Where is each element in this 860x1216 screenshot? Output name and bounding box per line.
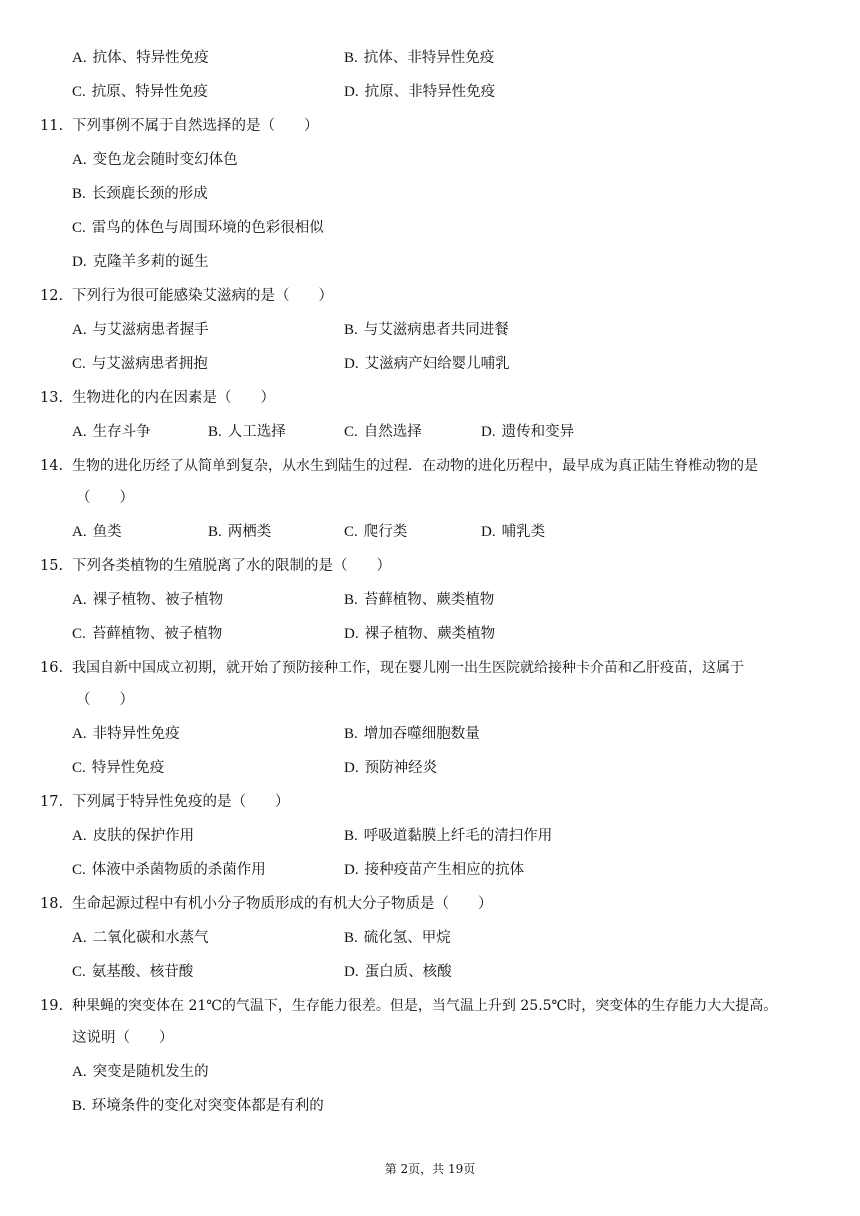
q16-option-c: C. 特异性免疫 xyxy=(72,760,165,776)
q17-option-a: A. 皮肤的保护作用 xyxy=(72,828,195,844)
question-17-stem: 17. 下列属于特异性免疫的是（ ） xyxy=(40,794,290,810)
q16-option-a: A. 非特异性免疫 xyxy=(72,726,180,742)
q15-option-d: D. 裸子植物、蕨类植物 xyxy=(344,626,496,642)
q12-option-a: A. 与艾滋病患者握手 xyxy=(72,322,209,338)
q13-option-d: D. 遗传和变异 xyxy=(481,424,575,440)
q14-option-a: A. 鱼类 xyxy=(72,524,122,540)
q12-option-c: C. 与艾滋病患者拥抱 xyxy=(72,356,208,372)
q13-option-b: B. 人工选择 xyxy=(208,424,286,440)
q18-option-d: D. 蛋白质、核酸 xyxy=(344,964,452,980)
question-11-stem: 11. 下列事例不属于自然选择的是（ ） xyxy=(40,118,319,134)
q16-option-d: D. 预防神经炎 xyxy=(344,760,438,776)
q12-option-d: D. 艾滋病产妇给婴儿哺乳 xyxy=(344,356,510,372)
q10-option-d: D. 抗原、非特异性免疫 xyxy=(344,84,496,100)
q11-option-c: C. 雷鸟的体色与周围环境的色彩很相似 xyxy=(72,220,324,236)
q14-option-d: D. 哺乳类 xyxy=(481,524,546,540)
question-19-stem-continued: 这说明（ ） xyxy=(72,1030,174,1046)
question-12-stem: 12. 下列行为很可能感染艾滋病的是（ ） xyxy=(40,288,333,304)
question-13-stem: 13. 生物进化的内在因素是（ ） xyxy=(40,390,275,406)
question-16-stem-continued: （ ） xyxy=(76,692,134,708)
q17-option-c: C. 体液中杀菌物质的杀菌作用 xyxy=(72,862,266,878)
question-14-stem-continued: （ ） xyxy=(76,490,134,506)
q17-option-d: D. 接种疫苗产生相应的抗体 xyxy=(344,862,525,878)
q14-option-b: B. 两栖类 xyxy=(208,524,272,540)
q10-option-c: C. 抗原、特异性免疫 xyxy=(72,84,208,100)
question-14-stem: 14. 生物的进化历经了从简单到复杂，从水生到陆生的过程．在动物的进化历程中，最早成为真正陆生脊椎动物的是 xyxy=(40,458,758,474)
q18-option-b: B. 硫化氢、甲烷 xyxy=(344,930,451,946)
q11-option-d: D. 克隆羊多莉的诞生 xyxy=(72,254,209,270)
q15-option-a: A. 裸子植物、被子植物 xyxy=(72,592,224,608)
question-19-stem: 19. 种果蝇的突变体在 21℃的气温下，生存能力很差。但是，当气温上升到 25.5℃时，突变体的生存能力大大提高。 xyxy=(40,998,778,1014)
q18-option-c: C. 氨基酸、核苷酸 xyxy=(72,964,194,980)
q19-option-b: B. 环境条件的变化对突变体都是有利的 xyxy=(72,1098,324,1114)
question-16-stem: 16. 我国自新中国成立初期，就开始了预防接种工作，现在婴儿刚一出生医院就给接种卡介苗和乙肝疫苗，这属于 xyxy=(40,660,744,676)
question-18-stem: 18. 生命起源过程中有机小分子物质形成的有机大分子物质是（ ） xyxy=(40,896,493,912)
q15-option-c: C. 苔藓植物、被子植物 xyxy=(72,626,223,642)
q12-option-b: B. 与艾滋病患者共同进餐 xyxy=(344,322,509,338)
q18-option-a: A. 二氧化碳和水蒸气 xyxy=(72,930,209,946)
q19-option-a: A. 突变是随机发生的 xyxy=(72,1064,209,1080)
q11-option-a: A. 变色龙会随时变幻体色 xyxy=(72,152,238,168)
q13-option-a: A. 生存斗争 xyxy=(72,424,151,440)
q14-option-c: C. 爬行类 xyxy=(344,524,408,540)
q16-option-b: B. 增加吞噬细胞数量 xyxy=(344,726,480,742)
q11-option-b: B. 长颈鹿长颈的形成 xyxy=(72,186,208,202)
page-footer: 第 2页，共 19页 xyxy=(384,1162,476,1176)
q13-option-c: C. 自然选择 xyxy=(344,424,422,440)
q17-option-b: B. 呼吸道黏膜上纤毛的清扫作用 xyxy=(344,828,553,844)
q15-option-b: B. 苔藓植物、蕨类植物 xyxy=(344,592,495,608)
q10-option-a: A. 抗体、特异性免疫 xyxy=(72,50,209,66)
question-15-stem: 15. 下列各类植物的生殖脱离了水的限制的是（ ） xyxy=(40,558,391,574)
q10-option-b: B. 抗体、非特异性免疫 xyxy=(344,50,495,66)
